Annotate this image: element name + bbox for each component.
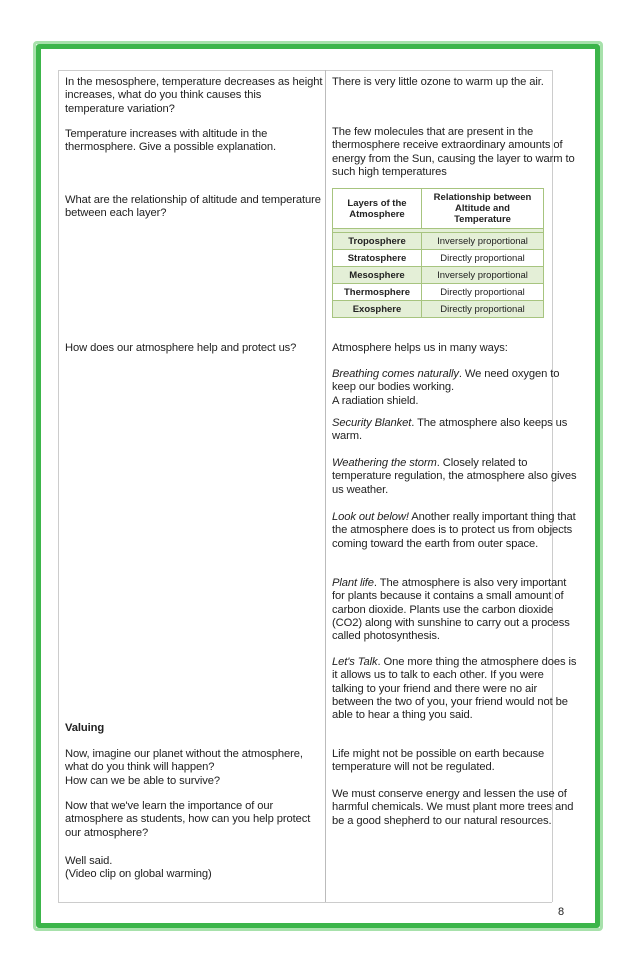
table-row: Troposphere Inversely proportional: [333, 233, 544, 250]
table-bottom-border: [58, 902, 552, 903]
valuing-heading: Valuing: [65, 722, 105, 734]
question-layer-relationship: What are the relationship of altitude and temperature between each layer?: [65, 194, 321, 220]
question-atmosphere-protection: How does our atmosphere help and protect us?: [65, 342, 297, 354]
answer-mesosphere: There is very little ozone to warm up the air.: [332, 76, 544, 88]
page-number: 8: [558, 906, 565, 918]
question-mesosphere: In the mesosphere, temperature decreases as height increases, what do you think causes this temperature variation?: [65, 76, 323, 115]
valuing-question-2: Now that we've learn the importance of our atmosphere as students, how can you help protect our atmosphere?: [65, 800, 311, 839]
table-top-border: [58, 70, 552, 71]
valuing-answer-1: Life might not be possible on earth because temperature will not be regulated.: [332, 748, 545, 774]
table-row: Mesosphere Inversely proportional: [333, 267, 544, 284]
answer-thermosphere: The few molecules that are present in the thermosphere receive extraordinary amounts of energy from the Sun, causing the layer to warm to such high temperatures: [332, 126, 575, 178]
table-row: Exosphere Directly proportional: [333, 301, 544, 318]
way-lets-talk: Let's Talk. One more thing the atmosphere does is it allows us to talk to each other. If you were talking to your friend and there were no air between the two of you, your friend would not be able to hear a thing you said.: [332, 656, 577, 722]
valuing-closing: Well said. (Video clip on global warming): [65, 855, 212, 881]
header-relation: Relationship between Altitude and Temperature: [422, 189, 544, 229]
question-thermosphere: Temperature increases with altitude in the thermosphere. Give a possible explanation.: [65, 128, 276, 154]
table-left-border: [58, 70, 59, 902]
layers-table: [332, 188, 544, 318]
answer-intro: Atmosphere helps us in many ways:: [332, 342, 508, 354]
valuing-answer-2: We must conserve energy and lessen the use of harmful chemicals. We must plant more trees and be a good shepherd to our natural resources.: [332, 788, 574, 827]
table-row: Stratosphere Directly proportional: [333, 250, 544, 267]
way-weathering: Weathering the storm. Closely related to temperature regulation, the atmosphere also gives us weather.: [332, 457, 577, 496]
way-look-out-below: Look out below! Another really important thing that the atmosphere does is to protect us from objects coming toward the earth from outer space.: [332, 511, 576, 550]
way-breathing: Breathing comes naturally. We need oxygen to keep our bodies working. A radiation shield.: [332, 368, 560, 407]
way-plant-life: Plant life. The atmosphere is also very important for plants because it contains a small amount of carbon dioxide. Plants use the carbon dioxide (CO2) along with sunshine to carry out a process called photosynthesis.: [332, 577, 570, 643]
column-divider: [325, 70, 326, 902]
way-security-blanket: Security Blanket. The atmosphere also keeps us warm.: [332, 417, 568, 443]
valuing-question-1: Now, imagine our planet without the atmosphere, what do you think will happen? How can we be able to survive?: [65, 748, 303, 787]
table-row: Thermosphere Directly proportional: [333, 284, 544, 301]
header-layer: Layers of the Atmosphere: [333, 189, 422, 229]
